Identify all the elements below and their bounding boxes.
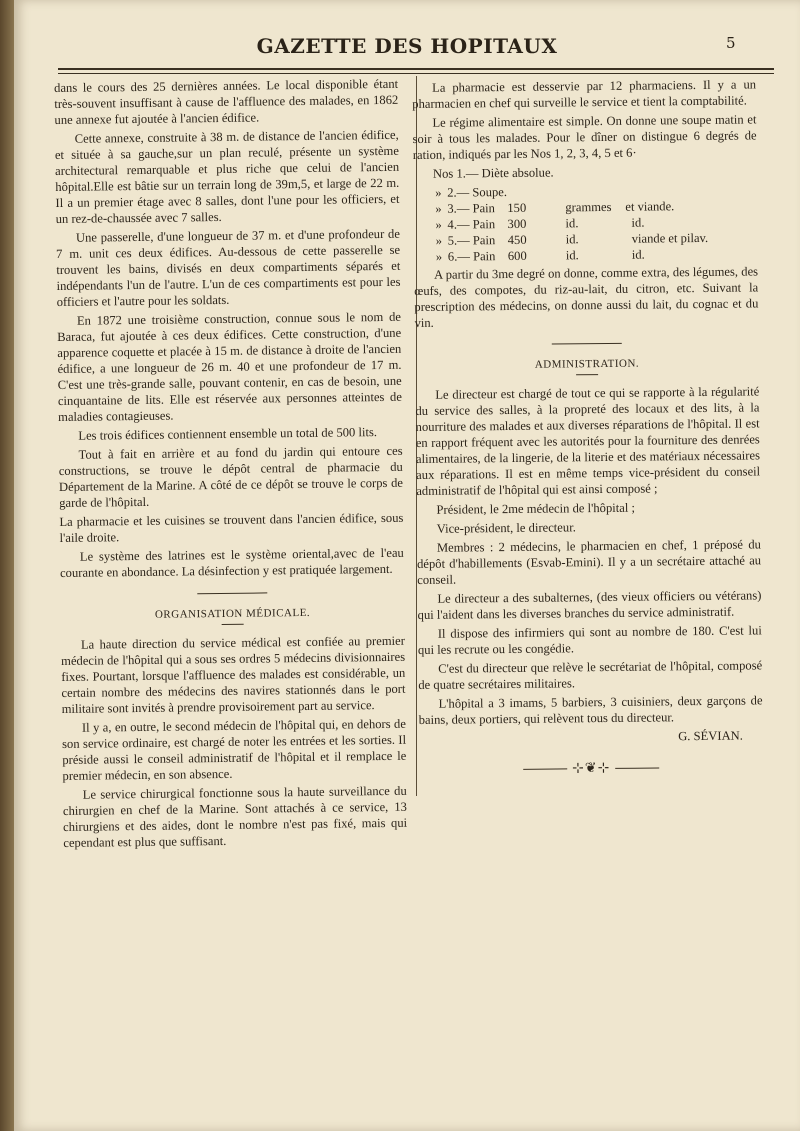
paragraph: Une passerelle, d'une longueur de 37 m. et d'une profondeur de 7 m. unit ces deux édifices. Au-dessous de cette passerelle se trouvent les bains, divisés en deux compartiments séparés et indépendants l'un de l'autre. L'un de ces compartiments est pour les officiers et l'autre pour les soldats.	[56, 226, 401, 309]
section-separator	[552, 343, 622, 345]
section-separator	[197, 592, 267, 594]
left-column	[54, 76, 407, 854]
ration-item: » 3.— Pain 150 grammes et viande.	[435, 199, 675, 216]
paragraph: Le directeur a des subalternes, (des vieux officiers ou vétérans) qui l'aident dans les diverses branches du service administratif.	[417, 588, 762, 622]
paragraph: La haute direction du service médical est confiée au premier médecin de l'hôpital qui a sous ses ordres 5 médecins divisionnaires fixes. Pourtant, lorsque l'affluence des malades est considérable, un certain nombre des médecins des navires stationnés dans le port militaire sont invités à prendre provisoirement part au service.	[61, 633, 406, 716]
paragraph: Vice-président, le directeur.	[436, 520, 576, 536]
paragraph: Il dispose des infirmiers qui sont au nombre de 180. C'est lui qui les recrute ou les congédie.	[417, 623, 762, 657]
ration-item: » 4.— Pain 300 id. id.	[435, 215, 645, 232]
header-rule-thin	[58, 73, 774, 74]
paragraph: Le système des latrines est le système oriental,avec de l'eau courante en abondance. La désinfection y est pratiquée largement.	[59, 545, 404, 580]
page-number: 5	[726, 34, 736, 52]
ration-item: » 5.— Pain 450 id. viande et pilav.	[435, 230, 709, 248]
right-column	[412, 76, 763, 779]
paragraph: Tout à fait en arrière et au fond du jardin qui entoure ces constructions, se trouve le dépôt central de pharmacie du Département de la Marine. A côté de ce dépôt se trouve le corps de garde de l'hôpital.	[58, 443, 404, 510]
ration-item: » 2.— Soupe.	[435, 185, 508, 200]
section-title-administration: ADMINISTRATION.	[534, 357, 640, 371]
paragraph: En 1872 une troisième construction, connue sous le nom de Baraca, fut ajoutée à ces deux édifices. Cette construction, d'une apparence coquette et placée à 15 m. de distance à droite de l'ancien édifice, a une longueur de 26 m. 40 et une profondeur de 17 m. C'est une très-grande salle, pouvant contenir, en cas de besoin, une cinquantaine de lits. Elle est réservée aux personnes atteintes de maladies contagieuses.	[57, 309, 402, 424]
title-underline	[222, 624, 244, 625]
paragraph: Le directeur est chargé de tout ce qui se rapporte à la régularité du service des salles, à la propreté des locaux et des lits, à la nourriture des malades et aux diverses réparations de l'hôpital. Il est en rapport fréquent avec les autorités pour la fourniture des denrées alimentaires, de la lingerie, de la literie et des matériaux nécessaires aux réparations. Il est en même temps vice-président du conseil administratif de l'hôpital qui est ainsi composé ;	[415, 384, 761, 498]
paragraph: Le service chirurgical fonctionne sous la haute surveillance du chirurgien en chef de la Marine. Sont attachés à ce service, 13 chirurgiens et des aides, dont le nombre n'est pas fixé, mais qui cependant est plus que suffisant.	[62, 783, 408, 850]
paragraph: La pharmacie est desservie par 12 pharmaciens. Il y a un pharmacien en chef qui surveille le service et tient la comptabilité.	[412, 77, 757, 111]
paragraph: Le régime alimentaire est simple. On donne une soupe matin et soir à tous les malades. Pour le dîner on distingue 6 degrés de ration, indiqués par les Nos 1, 2, 3, 4, 5 et 6·	[412, 112, 757, 162]
page-header-title: GAZETTE DES HOPITAUX	[256, 34, 558, 58]
book-binding-edge	[0, 0, 14, 1131]
paragraph: Cette annexe, construite à 38 m. de distance de l'ancien édifice, et située à sa gauche,sur un plan reculé, présente un système architectural remarquable et plus riche que celui de l'ancien hôpital.Elle est bâtie sur un terrain long de 39m,5, et large de 22 m. Il a un premier étage avec 8 salles, dont l'une pour les officiers, et un rez-de-chaussée avec 7 salles.	[54, 127, 400, 226]
fleuron-ornament	[419, 759, 763, 779]
author-signature: G. SÉVIAN.	[678, 728, 743, 744]
ration-list	[413, 181, 758, 265]
paragraph: L'hôpital a 3 imams, 5 barbiers, 3 cuisiniers, deux garçons de bains, deux portiers, qui relèvent tous du directeur.	[418, 693, 763, 727]
paragraph: A partir du 3me degré on donne, comme extra, des légumes, des œufs, des compotes, du riz-au-lait, du citron, etc. Suivant la prescription des médecins, on donne aussi du lait, du cognac et du vin.	[414, 264, 759, 330]
paragraph: C'est du directeur que relève le secrétariat de l'hôpital, composé de quatre secrétaires militaires.	[418, 658, 763, 692]
title-underline	[576, 374, 598, 375]
newspaper-page	[14, 0, 800, 1131]
paragraph: Président, le 2me médecin de l'hôpital ;	[436, 500, 636, 517]
fleuron-icon: ⊹❦⊹	[572, 760, 611, 777]
header-rule	[58, 68, 774, 70]
paragraph: Membres : 2 médecins, le pharmacien en chef, 1 préposé du dépôt d'habillements (Esvab-Emini). Il y a un secrétaire attaché au conseil.	[416, 537, 762, 587]
paragraph: Il y a, en outre, le second médecin de l'hôpital qui, en dehors de son service ordinaire, est chargé de noter les entrées et les sorties. Il préside aussi le conseil administratif de l'hôpital et il remplace le premier médecin, en son absence.	[62, 716, 407, 783]
section-title-organisation: ORGANISATION MÉDICALE.	[154, 606, 311, 621]
paragraph: La pharmacie et les cuisines se trouvent dans l'ancien édifice, sous l'aile droite.	[59, 510, 404, 545]
ration-first-line: Nos 1.— Diète absolue.	[432, 165, 554, 181]
paragraph: Les trois édifices contiennent ensemble un total de 500 lits.	[78, 425, 378, 443]
paragraph: dans le cours des 25 dernières années. Le local disponible étant très-souvent insuffisant à cause de l'affluence des malades, en 1862 une annexe fut ajoutée à l'ancien édifice.	[54, 76, 399, 127]
ration-item: » 6.— Pain 600 id. id.	[435, 247, 645, 264]
